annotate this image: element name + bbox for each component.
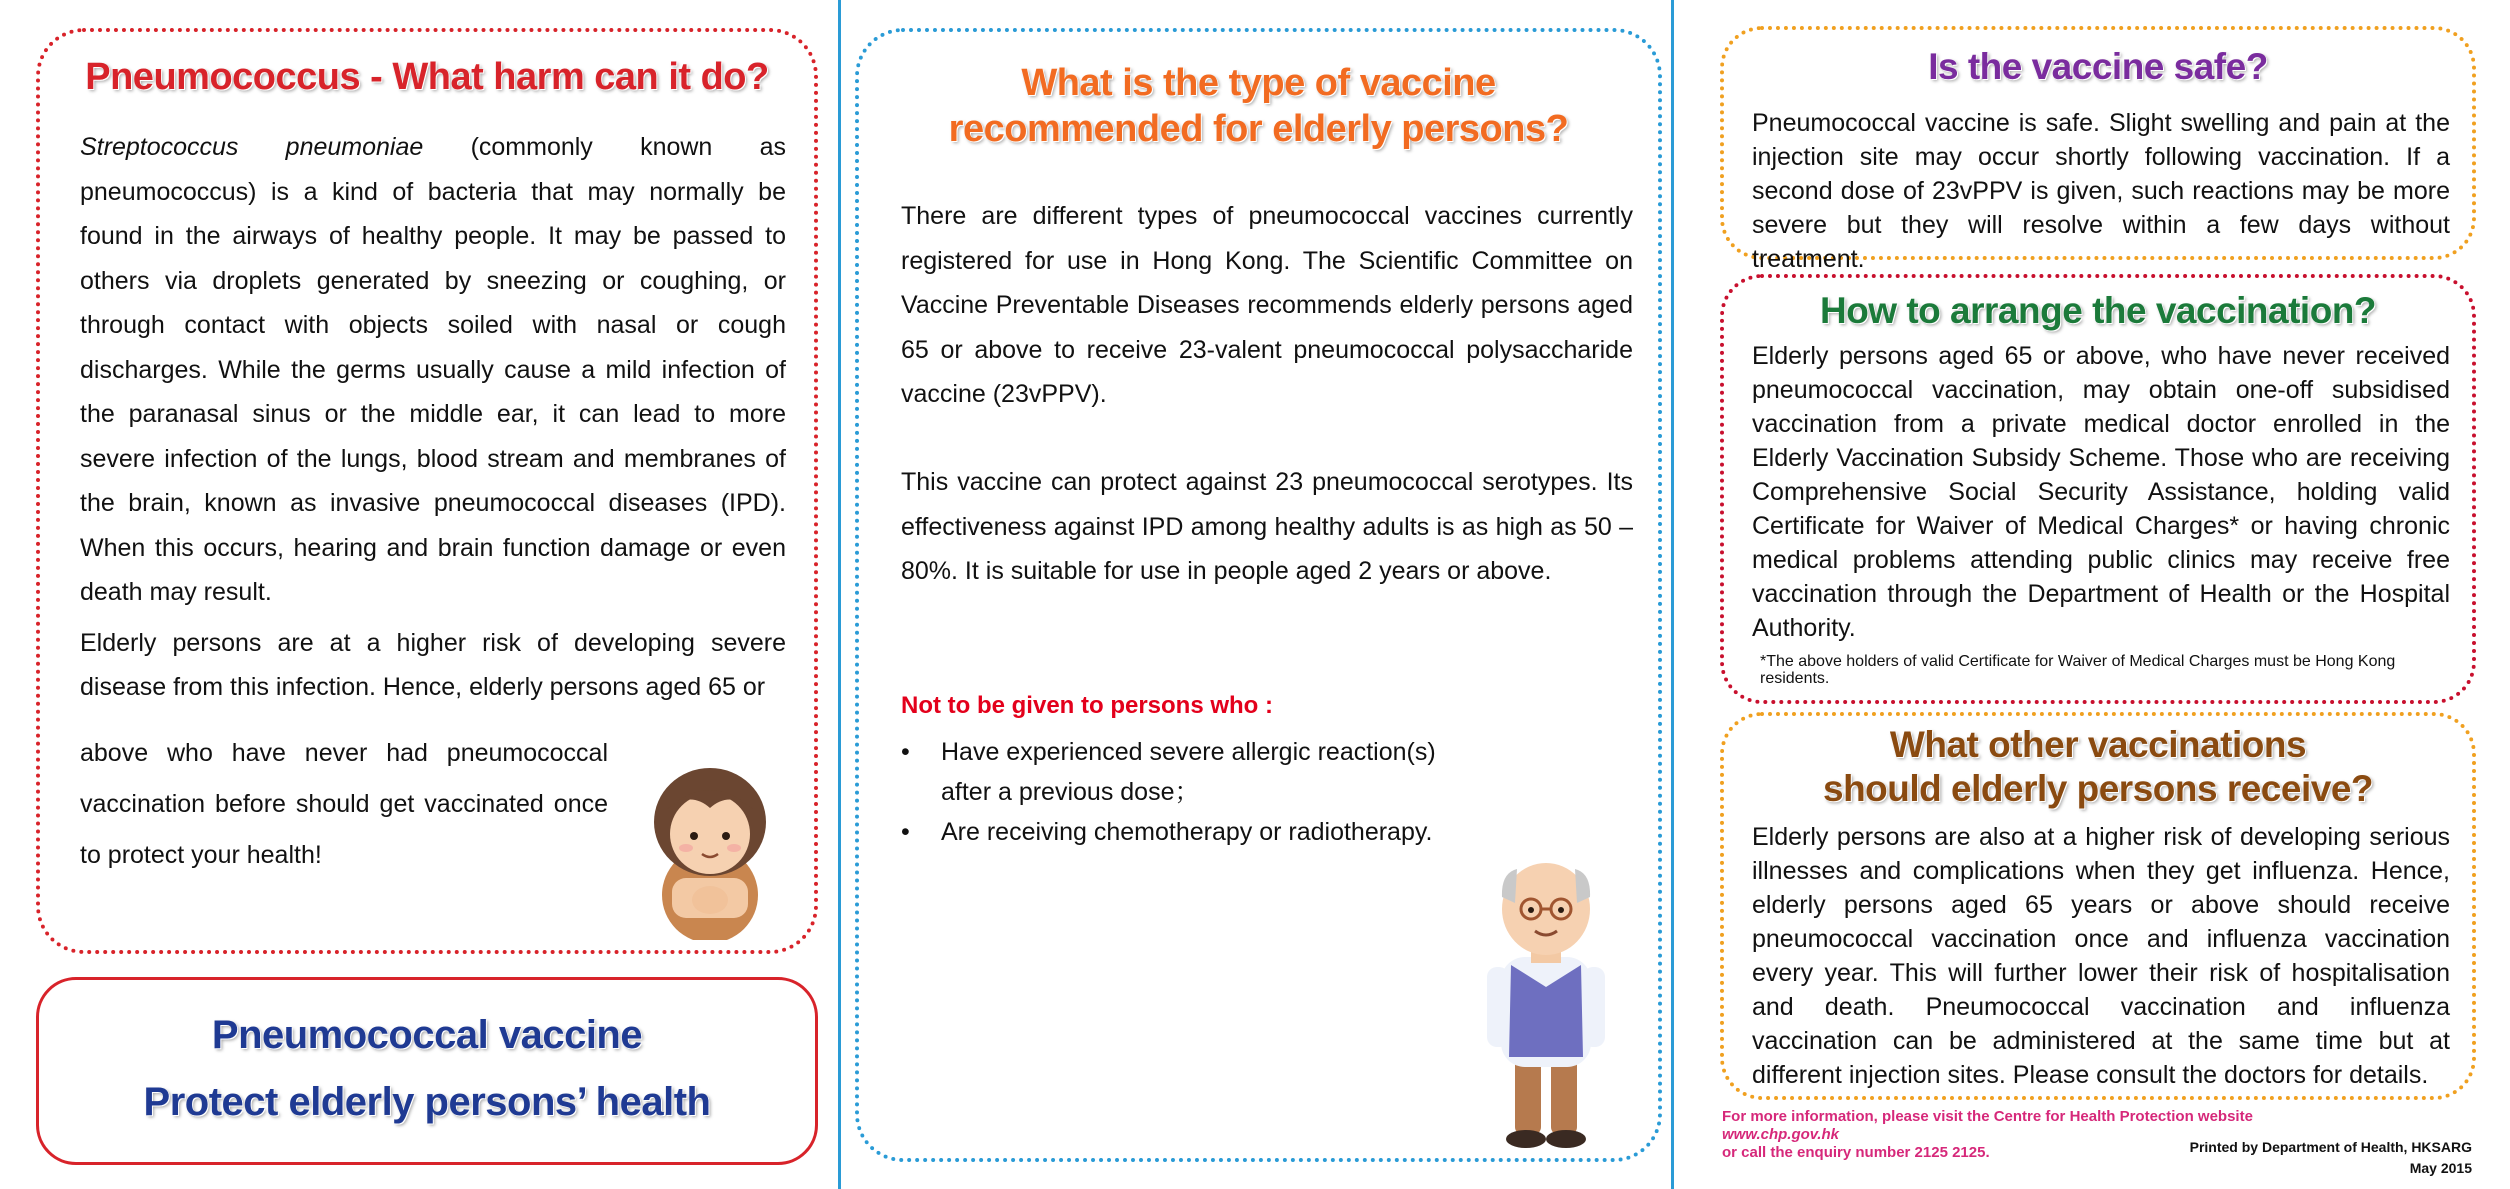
safety-text: Pneumococcal vaccine is safe. Slight swelling and pain at the injection site may occur shortly following vaccination. If a second dose of 23vPPV is given, such reactions may be more severe but they will resolve within a few days without treatment.: [1752, 109, 2450, 273]
bacteria-name: Streptococcus pneumoniae: [80, 133, 424, 161]
other-vaccinations-section: [1720, 712, 2476, 1100]
vaccine-type-title-line1: What is the type of vaccine: [1021, 62, 1496, 104]
cover-line1: Pneumococcal vaccine: [211, 1013, 643, 1057]
other-text: Elderly persons are also at a higher risk of developing serious illnesses and complications when they get influenza. Hence, elderly persons aged 65 years or above should receive pneumococcal vaccination once and influenza vaccination every year. This will further lower their risk of hospitalisation and death. Pneumococcal vaccination and influenza vaccination can be administered at the same time but at different injection sites. Please consult the doctors for details.: [1752, 823, 2450, 1089]
cover-box: [36, 977, 818, 1165]
contraindication-item: • Have experienced severe allergic reaction(s) after a previous dose；: [901, 732, 1461, 812]
printed-by: Printed by Department of Health, HKSARG: [2189, 1139, 2472, 1155]
safety-section: [1720, 26, 2476, 273]
cover-line2: Protect elderly persons’ health: [143, 1080, 711, 1124]
harm-para2: Elderly persons are at a higher risk of developing severe disease from this infection. Hence, elderly persons aged 65 or: [80, 628, 786, 701]
arrange-footnote: *The above holders of valid Certificate for Waiver of Medical Charges must be Hong Kong residents.: [1760, 653, 2396, 687]
contraindication-item: • Are receiving chemotherapy or radiotherapy.: [901, 812, 1461, 852]
vaccine-type-para2: This vaccine can protect against 23 pneumococcal serotypes. Its effectiveness against IPD among healthy adults is as high as 50 – 80%. It is suitable for use in people aged 2 years or above.: [901, 468, 1633, 585]
not-given-heading: Not to be given to persons who :: [901, 692, 1273, 719]
harm-body: [80, 125, 786, 716]
print-date: May 2015: [2409, 1160, 2472, 1176]
arrange-text: Elderly persons aged 65 or above, who have never received pneumococcal vaccination, may obtain one-off subsidised vaccination from a private medical doctor enrolled in the Elderly Vaccination Subsidy Scheme. Those who are receiving Comprehensive Social Security Assistance, holding valid Certificate for Waiver of Medical Charges* or having chronic medical problems attending public clinics may receive free vaccination through the Department of Health or the Hospital Authority.: [1752, 342, 2450, 642]
fold-line-right: [1671, 0, 1674, 1189]
other-title-line2: should elderly persons receive?: [1823, 768, 2373, 809]
harm-para2-continued: above who have never had pneumococcal vaccination before should get vaccinated once to protect your health!: [80, 739, 608, 869]
harm-para1: [80, 125, 786, 615]
contraindication-list: [901, 732, 1461, 852]
harm-title: Pneumococcus - What harm can it do?: [85, 56, 769, 98]
enquiry-line: or call the enquiry number 2125 2125.: [1722, 1144, 1990, 1161]
website-link[interactable]: www.chp.gov.hk: [1722, 1126, 1839, 1143]
vaccine-type-para1: There are different types of pneumococcal vaccines currently registered for use in Hong Kong. The Scientific Committee on Vaccine Preventable Diseases recommends elderly persons aged 65 or above to receive 23-valent pneumococcal polysaccharide vaccine (23vPPV).: [901, 202, 1633, 408]
fold-line-left: [838, 0, 841, 1189]
arrange-section: [1720, 274, 2476, 704]
grandma-illustration: [620, 750, 800, 940]
vaccine-type-title-line2: recommended for elderly persons?: [948, 108, 1569, 150]
grandpa-illustration: [1471, 847, 1621, 1152]
other-title-line1: What other vaccinations: [1889, 724, 2307, 765]
harm-para1-text: (commonly known as pneumococcus) is a kind of bacteria that may normally be found in the airways of healthy people. It may be passed to others via droplets generated by sneezing or coughing, or through contact with objects soiled with nasal or cough discharges. While the germs usually cause a mild infection of the paranasal sinus or the middle ear, it can lead to more severe infection of the lungs, blood stream and membranes of the brain, known as invasive pneumococcal diseases (IPD). When this occurs, hearing and brain function damage or even death may result.: [80, 133, 787, 606]
more-info-prefix: For more information, please visit the Centre for Health Protection website: [1722, 1108, 2253, 1125]
safety-title: Is the vaccine safe?: [1928, 46, 2268, 87]
harm-section: [36, 28, 818, 954]
vaccine-type-section: [855, 28, 1662, 1162]
arrange-title: How to arrange the vaccination?: [1819, 290, 2377, 331]
